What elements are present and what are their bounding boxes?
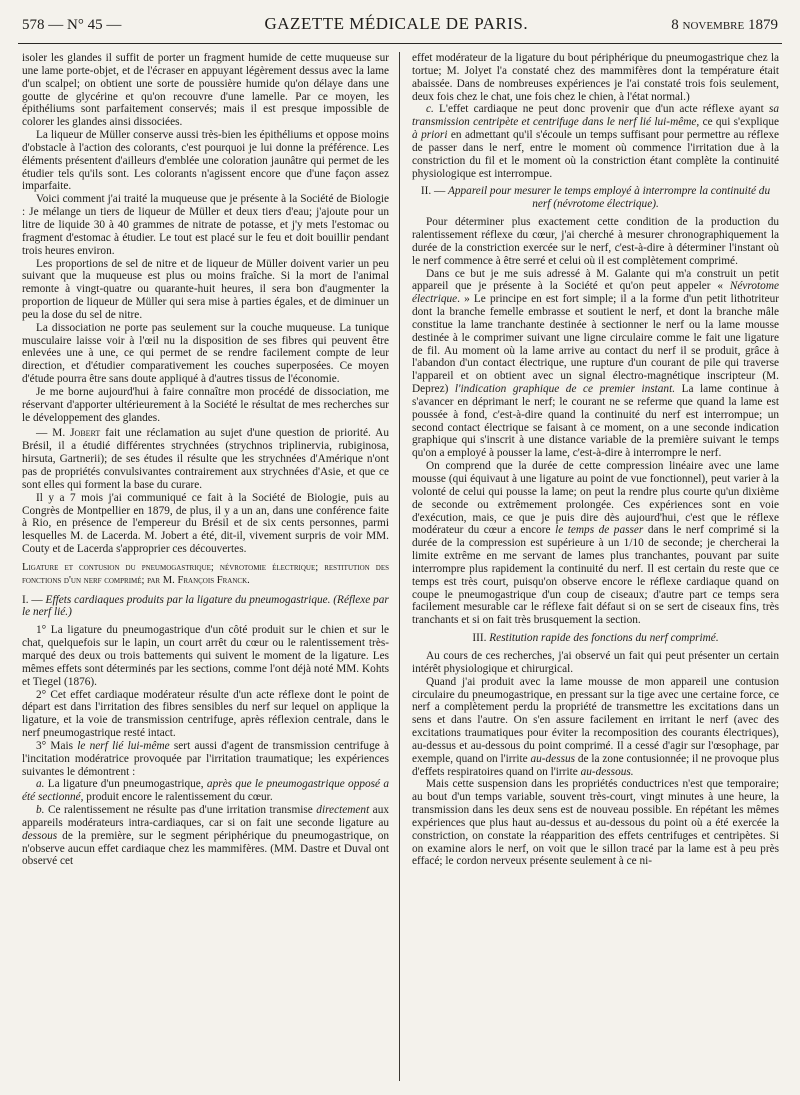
page-number-issue: 578 — N° 45 — [22,17,122,33]
issue-date: 8 novembre 1879 [671,17,778,33]
section-number: II. — [420,185,446,198]
section-heading-1 [22,594,389,620]
paragraph [22,740,389,779]
paragraph [412,103,779,180]
section-heading-3 [412,632,779,645]
section-number: III. [472,632,487,645]
text-run: On comprend que la durée de cette compression linéaire avec une lame mousse (qui équivaut à une ligature au point de vue fonctionnel), peut varier à la volonté de celui qui pousse la lame; on peut la rendre plus courte qu'un dixième de seconde ou extrêmement prolongée. Ces expériences sont en voie d'exécution, mais, ce que je puis dire dès aujourd'hui, c'est que le réflexe modérateur du cœur a encore [412,460,779,537]
item-label: c. [426,103,434,116]
paragraph: Les proportions de sel de nitre et de liqueur de Müller doivent varier un peu suivant que la muqueuse est plus ou moins fraîche. Si la mort de l'animal remonte à vingt-quatre ou quarante-huit heures, il sera bon d'augmenter la proportion de liqueur de Müller qui sera mise à parties égales, et de diminuer un peu la dose du sel de nitre. [22,257,389,321]
text-run: . » Le principe en est fort simple; il a la forme d'un petit lithotriteur dont la branche femelle embrasse et soutient le nerf, et dont la branche mâle constitue la lame tranchante destinée à sectionner le nerf ou la lame mousse destinée à le comprimer suivant une ligne circulaire comme le fait une ligature de fil. Au moment où la lame arrive au contact du nerf il se produit, grâce à l'abandon d'un contact électrique, une rupture d'un courant de pile qui traverse l'appareil et on obtient avec un signal électro-magnétique inscripteur (M. Deprez) [412,293,779,396]
paragraph [412,676,779,779]
emphasis: dessous [22,829,58,842]
text-run: en admettant qu'il s'écoule un temps suffisant pour permettre au réflexe de passer dans le nerf, entre le moment où commence l'irritation due à la constriction du fil et le moment où la constriction étant complète la continuité physiologique est interrompue. [412,129,779,180]
text-run: de la première, sur le segment périphérique du pneumogastrique, on n'observe aucun effet cardiaque chez les mammifères. (MM. Dastre et Duval ont observé cet [22,829,389,868]
emphasis: au-dessous. [580,765,634,778]
paragraph: La dissociation ne porte pas seulement sur la couche muqueuse. La tunique musculaire laisse voir à l'œil nu la disposition de ses fibres qui peuvent être enlevées une à une, ce qui permet de se rendre facilement compte de leur direction, et d'étudier comparativement les couches superposées. Ce moyen d'étude pourra être sans doute appliqué à d'autres tissus de l'économie. [22,321,389,386]
paragraph: Il y a 7 mois j'ai communiqué ce fait à la Société de Biologie, puis au Congrès de Montpellier en 1879, de plus, il y a un an, dans une conférence faite à Rio, en présence de l'empereur du Brésil et de six cents personnes, parmi lesquelles M. de Lacerda. M. Jobert a été, dit-il, vivement surpris de voir MM. Couty et de Lacerda s'approprier ces découvertes. [22,491,389,556]
paragraph: Voici comment j'ai traité la muqueuse que je présente à la Société de Biologie : Je mélange un tiers de liqueur de Müller et deux tiers d'eau; j'ajoute pour un litre de liquide 30 à 40 grammes de nitrate de potasse, et j'y mets l'estomac ou fragment d'estomac à étudier. Le tout est placé sur le feu et doit bouillir pendant trois heures environ. [22,193,389,257]
running-head [22,14,778,40]
text-run: La ligature d'un pneumogastrique, [44,778,207,791]
paragraph [22,804,389,868]
text-run: fait une réclamation au sujet d'une question de priorité. Au Brésil, il a étudié différentes strychnées (strychnos triplinervia, rubiginosa, hirsuta, Gartnerii); de ses études il résulte que les strychnées d'Amérique n'ont pas de propriétés convulsivantes contrairement aux strychnées d'Asie, et que ce sont elles qui forment la base du curare. [22,427,389,491]
paragraph-jobert [22,427,389,491]
item-label: a. [36,778,45,791]
paragraph: Mais cette suspension dans les propriétés conductrices n'est que temporaire; au bout d'un temps variable, souvent très-court, vingt minutes à une heure, la transmission dans les deux sens est de nouveau possible. En répétant les mêmes expériences que plus haut au-dessus et au-dessous du point où a été exercée la constriction, on constate la réapparition des effets centrifuges et centripètes. Si on examine alors le nerf, on voit que le sillon tracé par la lame est à peu près effacé; le cordon nerveux présente seulement à ce ni- [412,778,779,868]
emphasis: à priori [412,129,448,142]
paragraph: Je me borne aujourd'hui à faire connaître mon procédé de dissociation, me réservant d'apporter ultérieurement à la Société le résultat de mes recherches sur le développement des glandes. [22,385,389,424]
emphasis: l'indication graphique de ce premier instant. [454,383,676,396]
text-run: La lame continue à s'avancer en déprimant le nerf; le courant ne se referme que quand la lame est poussée à fond, c'est-à-dire quand la continuité du nerf est interrompue; un second contact électrique se faisant à ce moment, on a une seconde indication graphique qui s'inscrit à une distance variable de la première suivant le temps qu'on a employé à pousser la lame, c'est-à-dire à interrompre le nerf. [412,383,779,460]
emphasis: le nerf lié lui-même [77,739,170,752]
paragraph [412,268,779,461]
journal-title: GAZETTE MÉDICALE DE PARIS. [264,14,529,33]
emphasis: sa transmission centripète et centrifuge dans le nerf lié lui-même, [412,103,779,129]
item-label: b. [36,804,45,817]
text-run: sert aussi d'agent de transmission centrifuge à l'incitation modératrice provoquée par l'irritation traumatique; les expériences suivantes le démontrent : [22,739,389,778]
text-run: Dans ce but je me suis adressé à M. Galante qui m'a construit un petit appareil que je présente à la Société et qu'on peut appeler « [412,267,779,293]
emphasis: Névrotome électrique [412,280,779,306]
section-title: Appareil pour mesurer le temps employé à interrompre la continuité du nerf (névrotome électrique). [447,185,771,211]
author-name: Jobert [70,427,101,440]
left-column [22,52,389,1082]
section-number: I. — [22,593,43,606]
section-title: Effets cardiaques produits par la ligature du pneumogastrique. (Réflexe par le nerf lié.) [22,593,389,619]
text-run: Quand j'ai produit avec la lame mousse de mon appareil une contusion circulaire du pneumogastrique, en pressant sur la tige avec une certaine force, ce nerf a complètement perdu la propriété de transmettre les excitations dans un sens et dans l'autre. On s'en assure facilement en irritant le nerf (avec des excitations traumatiques pour éviter la recomposition des courants électriques), au-dessus et au-dessous du point comprimé. Il a cessé d'agir sur l'œsophage, par exemple, quand on l'irrite [412,675,779,765]
text-run: 3° Mais [36,739,78,752]
column-divider [399,52,400,1081]
text-run: dans le nerf comprimé si la durée de la compression est supérieure à un 1/10 de seconde; je chercherai la limite extrême en me servant de lames plus tranchantes, pouvant par suite interrompre plus rapidement la continuité du nerf. Il est certain du reste que ce temps est très court, puisqu'on observe encore le réflexe cardiaque quand on coupe le pneumogastrique d'un coup de ciseaux; d'autre part ce temps sera facilement mesurable car le réflexe fait défaut si on se sert de ciseaux fins, très tranchants et si on fait très brusquement la section. [412,524,779,627]
article-title: Ligature et contusion du pneumogastrique; névrotomie électrique; restitution des fonctions d'un nerf comprimé; par M. François Franck. [22,561,389,586]
right-column [412,52,779,1082]
section-title: Restitution rapide des fonctions du nerf comprimé. [489,632,719,645]
emphasis: directement [316,804,370,817]
emphasis: le temps de passer [555,524,644,537]
paragraph: Pour déterminer plus exactement cette condition de la production du ralentissement réflexe du cœur, j'ai cherché à mesurer chronographiquement la durée de la constriction exercée sur le nerf, c'est-à-dire à déterminer l'instant où le nerf commence à être serré et celui où il est complètement comprimé. [412,216,779,267]
paragraph: Au cours de ces recherches, j'ai observé un fait qui peut présenter un certain intérêt physiologique et chirurgical. [412,649,779,675]
paragraph: 2° Cet effet cardiaque modérateur résulte d'un acte réflexe dont le point de départ est dans l'irritation des fibres sensibles du nerf sur lequel on applique la ligature, et la voie de transmission centrifuge, après réflexion centrale, dans le nerf pneumogastrique resté intact. [22,688,389,740]
text-run: Ce ralentissement ne résulte pas d'une irritation transmise [44,804,317,817]
text-run: aux appareils modérateurs intra-cardiaques, car si on fait une seconde ligature au [22,804,389,829]
text-run: L'effet cardiaque ne peut donc provenir que d'un acte réflexe ayant [433,103,769,116]
text-run: ce qui s'explique [699,116,779,129]
paragraph: 1° La ligature du pneumogastrique d'un côté produit sur le chien et sur le chat, quelquefois sur le lapin, un court arrêt du cœur ou le ralentissement très-marqué des deux ou trois battements qui suivent le moment de la ligature. Les mêmes effets sont déterminés par les sections, comme l'ont déjà noté MM. Kohts et Tiegel (1876). [22,624,389,688]
text-run: produit encore le ralentissement du cœur. [83,791,273,804]
paragraph: La liqueur de Müller conserve aussi très-bien les épithéliums et oppose moins d'obstacle à l'action des colorants, c'est pourquoi je lui donne la préférence. Les éléments présentent d'ailleurs d'emblée une coloration jaunâtre qui permet de les étudier tels qu'ils sont. Les colorants n'agissent encore que d'une façon assez imparfaite. [22,129,389,193]
emphasis: après que le pneumogastrique opposé a été sectionné, [22,778,389,804]
section-heading-2 [412,185,779,211]
paragraph: effet modérateur de la ligature du bout périphérique du pneumogastrique chez la tortue; M. Jolyet l'a constaté chez des mammifères dont la température était abaissée. Dans de nombreuses expériences je l'ai constaté trois fois seulement, deux fois chez le chat, une fois chez le chien, à l'état normal.) [412,52,779,103]
paragraph: isoler les glandes il suffit de porter un fragment humide de cette muqueuse sur une lame porte-objet, et de l'écraser en appuyant légèrement dessus avec la lame d'un scalpel; on obtient une sorte de poussière humide qu'on délaye dans une goutte de glycérine et qu'on recouvre d'une lamelle. Par ce moyen, les épithéliums sont parfaitement conservés; mais il est presque impossible de colorer les glandes ainsi dissociées. [22,52,389,129]
emphasis: au-dessus [530,752,576,765]
text-run: de la zone contusionnée; il ne provoque plus d'effets respiratoires quand on l'irrite [412,752,779,778]
text-run: — M. [36,427,71,440]
paragraph [412,460,779,627]
header-rule [18,43,782,44]
paragraph [22,778,389,804]
